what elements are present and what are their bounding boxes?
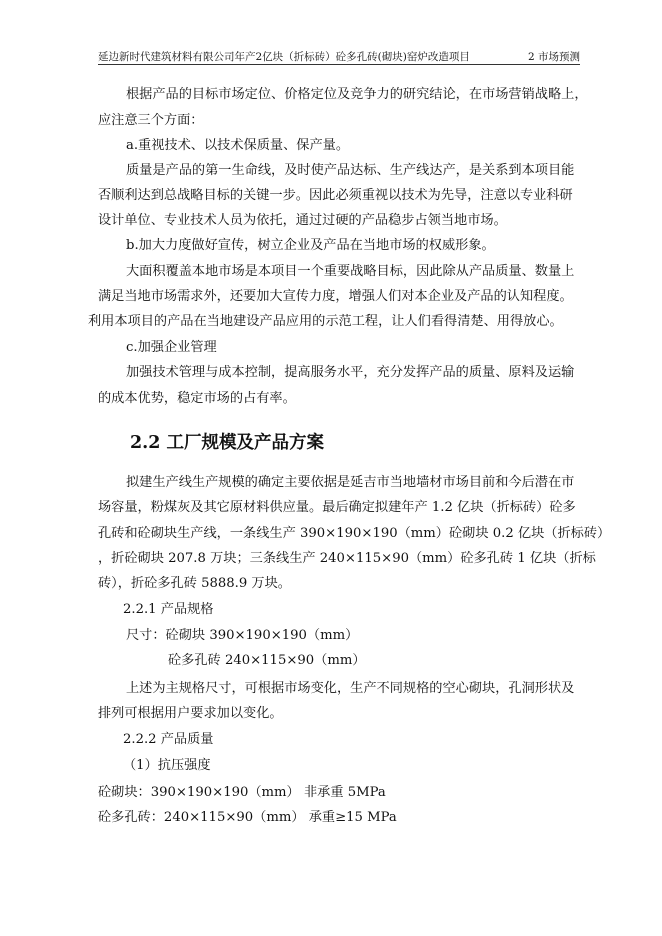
paragraph-line: 质量是产品的第一生命线，及时使产品达标、生产线达产，是关系到本项目能 [126,163,575,178]
subsection-heading: 2.2.1 产品规格 [123,602,214,617]
page-header [98,44,580,64]
spec-line: 砼砌块：390×190×190（mm） 非承重 5MPa [98,785,386,800]
section-heading: 2.2 工厂规模及产品方案 [130,433,325,453]
header-rule [98,64,580,65]
paragraph-line: 利用本项目的产品在当地建设产品应用的示范工程，让人们看得清楚、用得放心。 [88,314,563,329]
header-document-title: 延边新时代建筑材料有限公司年产2亿块（折标砖）砼多孔砖(砌块)窑炉改造项目 [98,51,470,63]
paragraph-line: 设计单位、专业技术人员为依托，通过过硬的产品稳步占领当地市场。 [98,213,507,228]
list-item: b.加大力度做好宣传，树立企业及产品在当地市场的权威形象。 [126,238,495,253]
paragraph-line: 排列可根据用户要求加以变化。 [98,706,283,721]
list-item: （1）抗压强度 [123,758,211,773]
paragraph-line: 大面积覆盖本地市场是本项目一个重要战略目标，因此除从产品质量、数量上 [126,264,575,279]
spec-line: 尺寸：砼砌块 390×190×190（mm） [126,628,359,643]
paragraph-line: 上述为主规格尺寸，可根据市场变化，生产不同规格的空心砌块，孔洞形状及 [126,681,575,696]
paragraph-line: 加强技术管理与成本控制，提高服务水平，充分发挥产品的质量、原料及运输 [126,365,575,380]
list-item: a.重视技术、以技术保质量、保产量。 [126,138,350,153]
paragraph-line: 根据产品的目标市场定位、价格定位及竞争力的研究结论，在市场营销战略上， [126,87,588,102]
paragraph-line: 满足当地市场需求外，还要加大宣传力度，增强人们对本企业及产品的认知程度。 [98,289,573,304]
paragraph-line: 孔砖和砼砌块生产线，一条线生产 390×190×190（mm）砼砌块 0.2 亿块（折标砖） [98,526,611,541]
paragraph-line: 砖），折砼多孔砖 5888.9 万块。 [98,576,291,591]
paragraph-line: 拟建生产线生产规模的确定主要依据是延吉市当地墙材市场目前和今后潜在市 [126,475,575,490]
header-section-label: 2 市场预测 [527,51,580,63]
spec-line: 砼多孔砖：240×115×90（mm） 承重≥15 MPa [98,810,397,825]
paragraph-line: 的成本优势，稳定市场的占有率。 [98,391,296,406]
paragraph-line: 场容量，粉煤灰及其它原材料供应量。最后确定拟建年产 1.2 亿块（折标砖）砼多 [98,500,576,515]
paragraph-line: ，折砼砌块 207.8 万块；三条线生产 240×115×90（mm）砼多孔砖 1 亿块（折标 [98,551,596,566]
paragraph-line: 应注意三个方面： [98,113,204,128]
paragraph-line: 否顺利达到总战略目标的关键一步。因此必须重视以技术为先导，注意以专业科研 [98,188,573,203]
list-item: c.加强企业管理 [126,340,217,355]
subsection-heading: 2.2.2 产品质量 [123,732,214,747]
spec-line: 砼多孔砖 240×115×90（mm） [168,653,366,668]
